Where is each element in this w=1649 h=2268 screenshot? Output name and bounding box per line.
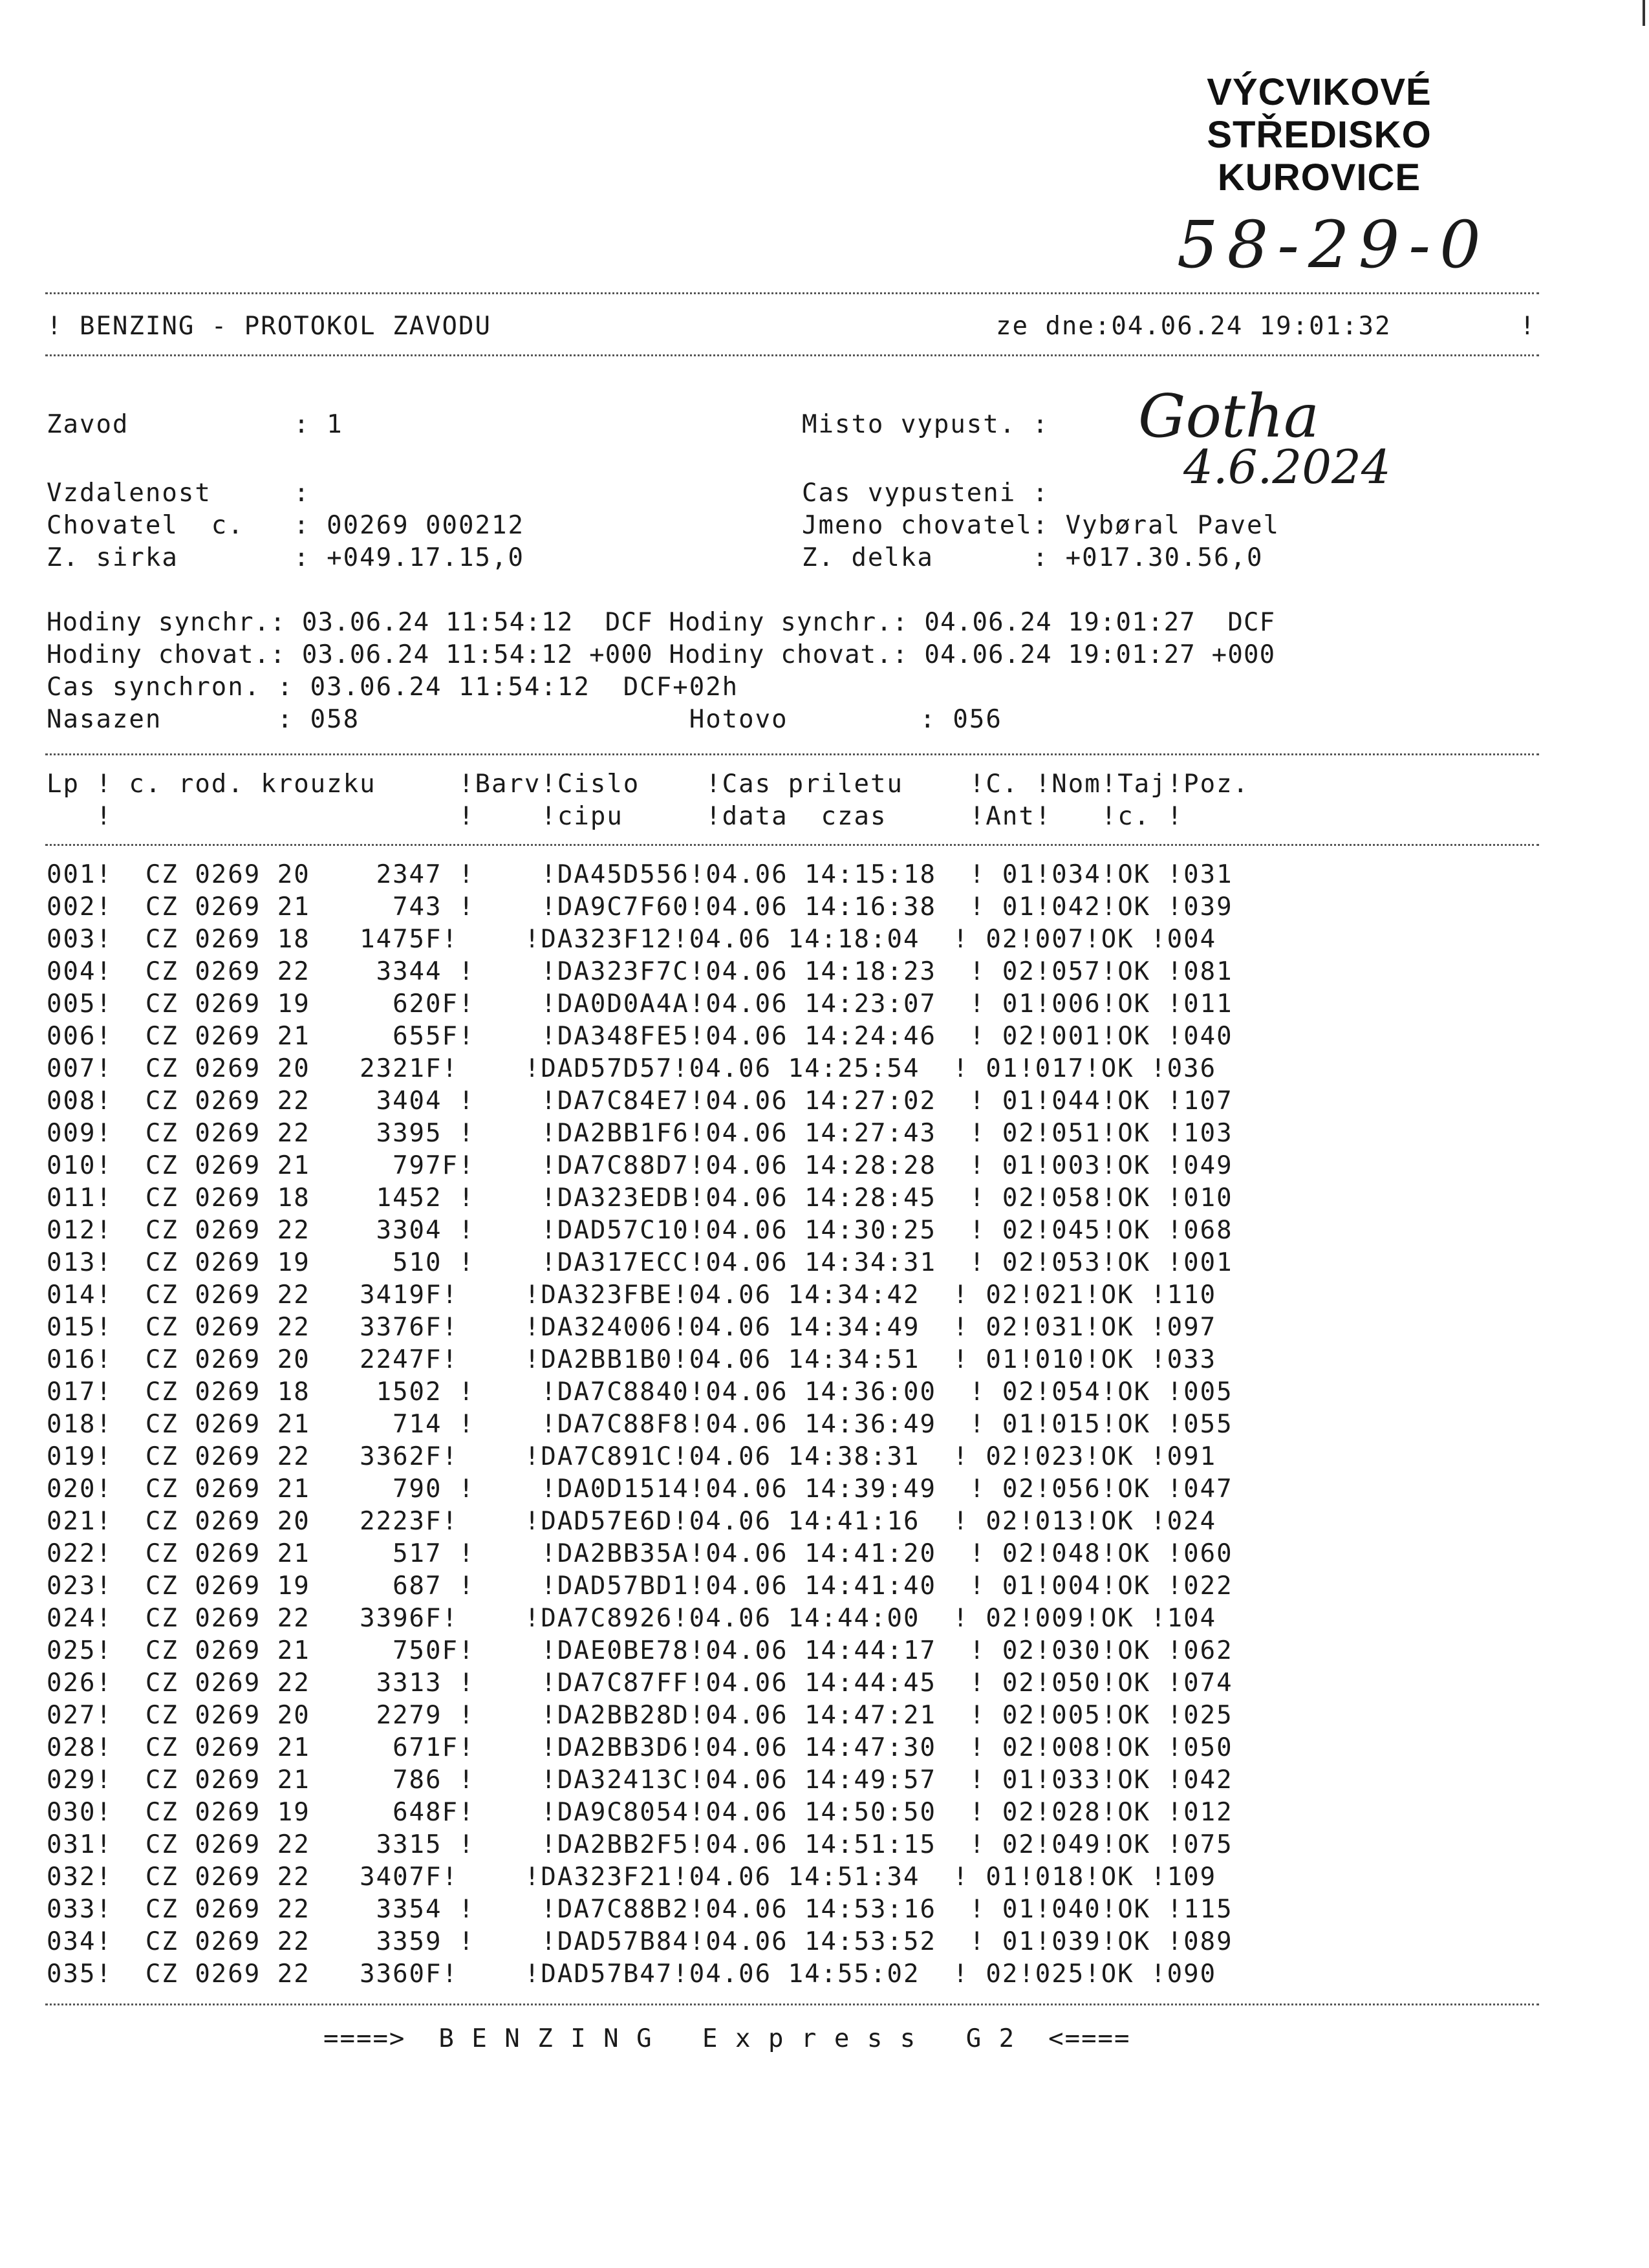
table-row: 022! CZ 0269 21 517 ! !DA2BB35A!04.06 14:41:20 ! 02!048!OK !060 <box>47 1539 1233 1568</box>
longitude: Z. delka : +017.30.56,0 <box>802 543 1264 572</box>
separator <box>45 354 1539 356</box>
latitude: Z. sirka : +049.17.15,0 <box>47 543 524 572</box>
table-row: 025! CZ 0269 21 750F! !DAE0BE78!04.06 14:44:17 ! 02!030!OK !062 <box>47 1636 1233 1665</box>
fancier-number: Chovatel c. : 00269 000212 <box>47 511 524 540</box>
distance: Vzdalenost : <box>47 479 310 508</box>
table-row: 008! CZ 0269 22 3404 ! !DA7C84E7!04.06 14:27:02 ! 01!044!OK !107 <box>47 1086 1233 1116</box>
footer-banner: ====> B E N Z I N G E x p r e s s G 2 <==== <box>323 2024 1131 2053</box>
stamp <box>1099 71 1539 199</box>
table-row: 029! CZ 0269 21 786 ! !DA32413C!04.06 14:49:57 ! 01!033!OK !042 <box>47 1766 1233 1795</box>
table-row: 024! CZ 0269 22 3396F! !DA7C8926!04.06 14:44:00 ! 02!009!OK !104 <box>47 1604 1217 1633</box>
table-row: 001! CZ 0269 20 2347 ! !DA45D556!04.06 14:15:18 ! 01!034!OK !031 <box>47 860 1233 889</box>
table-row: 021! CZ 0269 20 2223F! !DAD57E6D!04.06 14:41:16 ! 02!013!OK !024 <box>47 1507 1217 1536</box>
table-row: 013! CZ 0269 19 510 ! !DA317ECC!04.06 14:34:31 ! 02!053!OK !001 <box>47 1248 1233 1277</box>
table-row: 031! CZ 0269 22 3315 ! !DA2BB2F5!04.06 14:51:15 ! 02!049!OK !075 <box>47 1830 1233 1859</box>
table-row: 002! CZ 0269 21 743 ! !DA9C7F60!04.06 14:16:38 ! 01!042!OK !039 <box>47 892 1233 922</box>
clock-sync-line: Hodiny synchr.: 03.06.24 11:54:12 DCF Hodiny synchr.: 04.06.24 19:01:27 DCF <box>47 608 1276 637</box>
table-row: 032! CZ 0269 22 3407F! !DA323F21!04.06 14:51:34 ! 01!018!OK !109 <box>47 1863 1217 1892</box>
table-row: 034! CZ 0269 22 3359 ! !DAD57B84!04.06 14:53:52 ! 01!039!OK !089 <box>47 1927 1233 1956</box>
fancier-name: Jmeno chovatel: Vybøral Pavel <box>802 511 1280 540</box>
race-number: Zavod : 1 <box>47 410 343 439</box>
separator <box>45 2003 1539 2005</box>
table-row: 026! CZ 0269 22 3313 ! !DA7C87FF!04.06 14:44:45 ! 02!050!OK !074 <box>47 1669 1233 1698</box>
table-row: 015! CZ 0269 22 3376F! !DA324006!04.06 14:34:49 ! 02!031!OK !097 <box>47 1313 1217 1342</box>
table-row: 011! CZ 0269 18 1452 ! !DA323EDB!04.06 14:28:45 ! 02!058!OK !010 <box>47 1183 1233 1213</box>
table-row: 016! CZ 0269 20 2247F! !DA2BB1B0!04.06 14:34:51 ! 01!010!OK !033 <box>47 1345 1217 1374</box>
header-bar: ! <box>1520 312 1536 341</box>
release-time-label: Cas vypusteni : <box>802 479 1050 508</box>
table-header-1: Lp ! c. rod. krouzku !Barv!Cislo !Cas priletu !C. !Nom!Taj!Poz. <box>47 770 1250 799</box>
table-row: 027! CZ 0269 20 2279 ! !DA2BB28D!04.06 14:47:21 ! 02!005!OK !025 <box>47 1701 1233 1730</box>
handwritten-release-place: Gotha <box>1138 382 1319 451</box>
basketed-finished-line: Nasazen : 058 Hotovo : 056 <box>47 705 1002 734</box>
stamp-line-1: VÝCVIKOVÉ STŘEDISKO <box>1207 71 1432 156</box>
table-row: 007! CZ 0269 20 2321F! !DAD57D57!04.06 14:25:54 ! 01!017!OK !036 <box>47 1054 1217 1083</box>
table-row: 006! CZ 0269 21 655F! !DA348FE5!04.06 14:24:46 ! 02!001!OK !040 <box>47 1022 1233 1051</box>
scan-edge-mark <box>1643 0 1645 26</box>
table-row: 004! CZ 0269 22 3344 ! !DA323F7C!04.06 14:18:23 ! 02!057!OK !081 <box>47 957 1233 986</box>
sync-time-line: Cas synchron. : 03.06.24 11:54:12 DCF+02h <box>47 673 739 702</box>
separator <box>45 292 1539 294</box>
table-row: 009! CZ 0269 22 3395 ! !DA2BB1F6!04.06 14:27:43 ! 02!051!OK !103 <box>47 1119 1233 1148</box>
table-row: 014! CZ 0269 22 3419F! !DA323FBE!04.06 14:34:42 ! 02!021!OK !110 <box>47 1280 1217 1310</box>
protocol-date: ze dne:04.06.24 19:01:32 <box>996 312 1392 341</box>
table-row: 019! CZ 0269 22 3362F! !DA7C891C!04.06 14:38:31 ! 02!023!OK !091 <box>47 1442 1217 1471</box>
table-row: 012! CZ 0269 22 3304 ! !DAD57C10!04.06 14:30:25 ! 02!045!OK !068 <box>47 1216 1233 1245</box>
table-header-2: ! ! !cipu !data czas !Ant! !c. ! <box>47 802 1184 831</box>
table-row: 018! CZ 0269 21 714 ! !DA7C88F8!04.06 14:36:49 ! 01!015!OK !055 <box>47 1410 1233 1439</box>
separator <box>45 844 1539 846</box>
handwritten-reference: 58-29-0 <box>1177 207 1490 283</box>
table-row: 023! CZ 0269 19 687 ! !DAD57BD1!04.06 14:41:40 ! 01!004!OK !022 <box>47 1571 1233 1601</box>
table-row: 035! CZ 0269 22 3360F! !DAD57B47!04.06 14:55:02 ! 02!025!OK !090 <box>47 1960 1217 1989</box>
table-row: 017! CZ 0269 18 1502 ! !DA7C8840!04.06 14:36:00 ! 02!054!OK !005 <box>47 1377 1233 1407</box>
table-row: 010! CZ 0269 21 797F! !DA7C88D7!04.06 14:28:28 ! 01!003!OK !049 <box>47 1151 1233 1180</box>
clock-fancier-line: Hodiny chovat.: 03.06.24 11:54:12 +000 Hodiny chovat.: 04.06.24 19:01:27 +000 <box>47 640 1276 669</box>
table-row: 005! CZ 0269 19 620F! !DA0D0A4A!04.06 14:23:07 ! 01!006!OK !011 <box>47 989 1233 1019</box>
table-row: 033! CZ 0269 22 3354 ! !DA7C88B2!04.06 14:53:16 ! 01!040!OK !115 <box>47 1895 1233 1924</box>
table-row: 003! CZ 0269 18 1475F! !DA323F12!04.06 14:18:04 ! 02!007!OK !004 <box>47 925 1217 954</box>
results-table <box>47 859 1233 1991</box>
handwritten-release-date: 4.6.2024 <box>1183 440 1391 494</box>
stamp-line-2: KUROVICE <box>1217 157 1421 199</box>
table-row: 030! CZ 0269 19 648F! !DA9C8054!04.06 14:50:50 ! 02!028!OK !012 <box>47 1798 1233 1827</box>
release-place-label: Misto vypust. : <box>802 410 1050 439</box>
separator <box>45 753 1539 755</box>
table-row: 028! CZ 0269 21 671F! !DA2BB3D6!04.06 14:47:30 ! 02!008!OK !050 <box>47 1733 1233 1762</box>
protocol-title: ! BENZING - PROTOKOL ZAVODU <box>47 312 491 341</box>
table-row: 020! CZ 0269 21 790 ! !DA0D1514!04.06 14:39:49 ! 02!056!OK !047 <box>47 1474 1233 1504</box>
